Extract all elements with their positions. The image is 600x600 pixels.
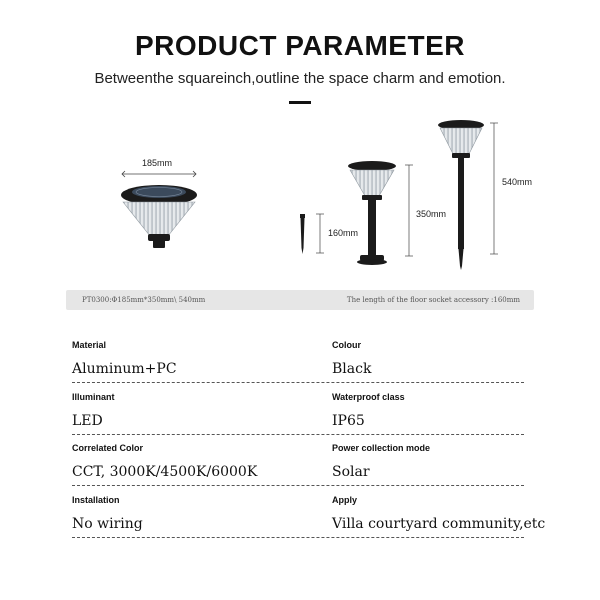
product-drawings [0,110,600,290]
short-bollard-lamp [348,161,413,265]
param-value: Solar [332,464,370,480]
spec-info-bar [66,290,534,310]
param-label: Waterproof class [332,392,405,402]
title-underline [289,101,311,104]
param-material [72,340,177,377]
model-dimensions-text: PT0300:Φ185mm*350mm\ 540mm [82,296,206,304]
param-value: Aluminum+PC [72,361,177,377]
param-label: Installation [72,495,120,505]
param-colour [332,340,371,377]
param-apply [332,495,545,532]
param-value: Black [332,361,372,377]
param-label: Apply [332,495,358,505]
param-waterproof [332,392,405,429]
product-illustrations [0,110,600,290]
short-height-label: 350mm [416,209,447,219]
param-value: No wiring [72,516,143,532]
row-divider [72,434,524,435]
param-value: LED [72,413,103,429]
param-correlated-color [72,443,257,480]
tall-height-label: 540mm [502,177,533,187]
head-width-label: 185mm [142,158,173,168]
param-value: IP65 [332,413,365,429]
socket-accessory-text: The length of the floor socket accessory :160mm [346,296,520,304]
row-divider [72,382,524,383]
ground-spike [300,214,324,254]
param-value: CCT, 3000K/4500K/6000K [72,464,258,480]
page-subtitle: Betweenthe squareinch,outline the space charm and emotion. [94,70,506,87]
param-power-mode [332,443,430,480]
param-value: Villa courtyard community,etc [332,516,546,532]
tall-bollard-lamp [438,120,498,270]
lamp-head-detail [121,171,197,248]
page-title: PRODUCT PARAMETER [135,30,465,61]
param-label: Illuminant [72,392,115,402]
row-divider [72,537,524,538]
row-divider [72,485,524,486]
param-label: Correlated Color [72,443,144,453]
param-label: Power collection mode [332,443,431,453]
param-installation [72,495,143,532]
param-label: Material [72,340,107,350]
param-illuminant [72,392,115,429]
param-label: Colour [332,340,361,350]
spike-height-label: 160mm [328,228,359,238]
